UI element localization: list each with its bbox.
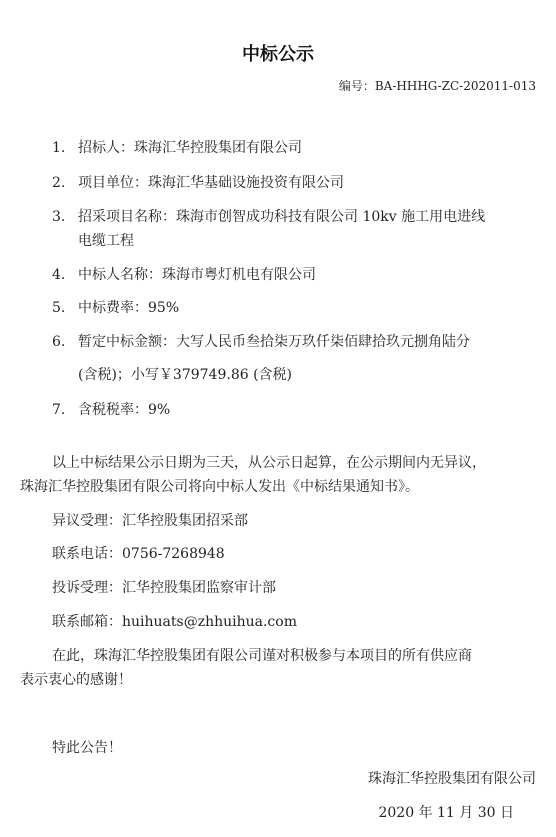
item-number: 7.	[52, 402, 66, 418]
document-number: 编号：BA-HHHG-ZC-202011-013	[338, 79, 536, 93]
item-amount-cont: (含税)；小写￥379749.86 (含税)	[78, 367, 293, 383]
item-number: 3.	[52, 209, 66, 225]
item-amount	[52, 331, 470, 351]
thanks-line-1: 在此，珠海汇华控股集团有限公司谨对积极参与本项目的所有供应商	[52, 648, 472, 664]
signature-company: 珠海汇华控股集团有限公司	[368, 771, 536, 787]
item-project-name	[52, 206, 485, 226]
item-number: 5.	[52, 300, 66, 316]
item-text: 招采项目名称：珠海市创智成功科技有限公司 10kv 施工用电进线	[78, 209, 486, 225]
item-number: 4.	[52, 267, 66, 283]
item-winner-name	[52, 264, 316, 284]
objection-contact: 异议受理：汇华控股集团招采部	[52, 513, 248, 529]
phone-contact: 联系电话：0756-7268948	[52, 546, 225, 562]
complaint-contact: 投诉受理：汇华控股集团监察审计部	[52, 580, 276, 596]
item-text: 含税税率：9%	[78, 402, 171, 418]
signature-date: 2020 年 11 月 30 日	[378, 805, 514, 821]
announce-closing: 特此公告！	[52, 740, 122, 756]
item-bidder	[52, 137, 302, 157]
item-project-name-cont: 电缆工程	[78, 233, 134, 249]
notice-line-2: 珠海汇华控股集团有限公司将向中标人发出《中标结果通知书》。	[20, 479, 419, 495]
document-title: 中标公示	[242, 44, 314, 65]
item-fee-rate	[52, 297, 179, 317]
item-tax-rate	[52, 399, 170, 419]
item-text: 项目单位：珠海汇华基础设施投资有限公司	[78, 175, 344, 191]
item-text: 中标费率：95%	[78, 300, 180, 316]
email-contact: 联系邮箱：huihuats@zhhuihua.com	[52, 614, 297, 630]
item-number: 2.	[52, 175, 66, 191]
notice-line-1: 以上中标结果公示日期为三天，从公示日起算，在公示期间内无异议，	[52, 455, 486, 471]
item-text: 招标人：珠海汇华控股集团有限公司	[78, 140, 302, 156]
item-number: 1.	[52, 140, 66, 156]
thanks-line-2: 表示衷心的感谢！	[20, 672, 132, 688]
item-text: 中标人名称：珠海市粤灯机电有限公司	[78, 267, 316, 283]
item-number: 6.	[52, 334, 66, 350]
item-project-unit	[52, 172, 344, 192]
item-text: 暂定中标金额：大写人民币叁拾柒万玖仟柒佰肆拾玖元捌角陆分	[78, 334, 470, 350]
